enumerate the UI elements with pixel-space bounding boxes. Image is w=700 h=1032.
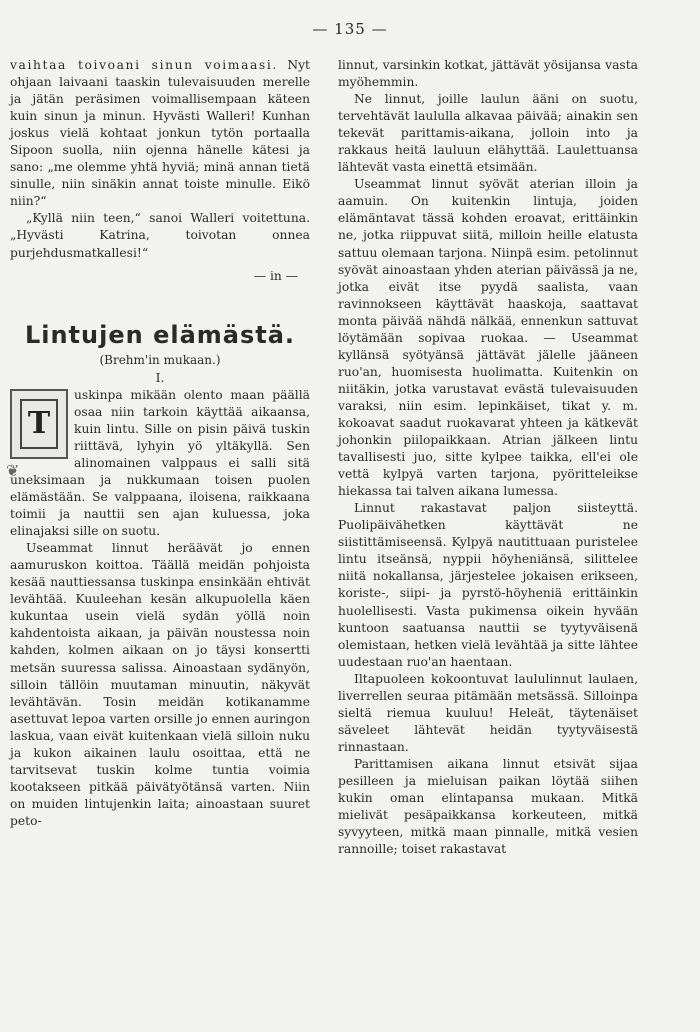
- first-paragraph: T ❦ uskinpa mikään olento maan päällä osaa niin tarkoin käyttää aikaansa, kuin lintu. Sille on pisin päivä tuskin riittävä, lyhyin yö yltäkyllä. Sen alinomainen valppaus ei salli sitä uneksimaan ja nukkumaan toisen puolen elämästään. Se valppaana, iloisena, raikkaana toimii ja nauttii sen ajan kuluessa, joka elinajaksi sille on suotu.: [6, 387, 310, 539]
- article-subtitle: (Brehm'in mukaan.): [99, 352, 221, 367]
- body-paragraph: Ne linnut, joille laulun ääni on suotu, tervehtävät laululla alkavaa päivää; ainakin sen tekevät parittamis-aikana, jolloin into ja rakkaus heitä lauluun elähyttää. Laulettuansa lähtevät vasta einettä etsimään.: [338, 92, 638, 175]
- story-ending-paragraph: vaihtaa toivoani sinun voimaasi. Nyt ohjaan laivaani taaskin tulevaisuuden merelle ja jätän peräsimen voimallisempaan käteen kuin sinun ja minun. Hyvästi Walleri! Kunhan joskus vielä kohtaat jonkun tytön portaalla Sipoon suolla, niin ojenna hänelle kätesi ja sano: „me olemme yhtä hyviä; minä annan tietä sinulle, niin sinäkin annat toiste minulle. Eikö niin?“: [10, 58, 310, 209]
- section-number: I.: [155, 370, 165, 385]
- drop-cap-letter: T: [20, 399, 58, 449]
- page-number: — 135 —: [312, 20, 388, 38]
- body-paragraph: linnut, varsinkin kotkat, jättävät yösijansa vasta myöhemmin.: [338, 58, 638, 90]
- ornament-flourish-icon: ❦: [6, 460, 20, 480]
- body-paragraph: Linnut rakastavat paljon siisteyttä. Puolipäivähetken käyttävät ne siistittämiseensä. Kylpyä nautittuaan puristelee lintu itseänsä, nyppii höyheniänsä, silittelee niitä nokallansa, järjestelee jokaisen erikseen, koriste-, siipi- ja pyrstö-höyheniä erittäinkin huolellisesti. Vasta pukimensa oikein hyvään kuntoon saatuansa nauttii se tyytyväisenä olemistaan, hetken vielä levähtää ja sitte lähtee uudestaan ruo'an haentaan.: [338, 501, 638, 669]
- article-title: Lintujen elämästä.: [24, 320, 296, 349]
- body-paragraph: Useammat linnut heräävät jo ennen aamuruskon koittoa. Täällä meidän pohjoista kesää nauttiessansa tuskinpa ensinkään ehtivät levähtää. Kuuleehan kesän alkupuolella käen kukuntaa usein vielä sydän yöllä noin kahdentoista aikaan, ja päivän noustessa noin kahden, kolmen aikaan on jo täysi konsertti metsän suuressa salissa. Ainoastaan sydänyön, silloin tällöin muutaman minuutin, näkyvät levähtävän. Tosin meidän kotikanamme asettuvat lepoa varten orsille jo ennen auringon laskua, vaan eivät kuitenkaan vielä silloin nuku ja kukon aikainen laulu osoittaa, että ne tarvitsevat tuskin kolme tuntia voimia kootakseen pitkää päivätyötänsä varten. Niin on muiden lintujenkin laita; ainoastaan suuret peto-: [10, 541, 310, 828]
- left-column: [6, 57, 310, 830]
- ornamental-initial: [6, 389, 68, 480]
- right-column: [338, 57, 638, 858]
- body-paragraph: Useammat linnut syövät aterian illoin ja aamuin. On kuitenkin lintuja, joiden elämäntavat tässä kohden eroavat, erittäinkin ne, jotka riippuvat siitä, milloin heille elatusta sattuu olemaan tarjona. Niinpä esim. petolinnut syövät ainoastaan yhden aterian päivässä ja ne, jotka eivät itse pyydä saalista, vaan ravinnokseen käyttävät haaskoja, saattavat monta päivää nähdä nälkää, ennenkun sattuvat löytämään sopivaa ruokaa. — Useammat kyllänsä syötyänsä jättävät jälelle jääneen ruo'an, huomisesta huolimatta. Kuitenkin on niitäkin, jotka varustavat evästä tulevaisuuden varaksi, niin esim. lepinkäiset, tikat y. m. kokoavat saadut ruokavarat yhteen ja kätkevät johonkin piilopaikkaan. Atrian jälkeen lintu tavallisesti juo, sitte kylpee taikka, ell'ei ole vettä kylpyä varten tarjona, pyöritteleikse hiekassa tai talven aikana lumessa.: [338, 177, 638, 499]
- author-signature: — in —: [253, 268, 298, 283]
- body-paragraph: Parittamisen aikana linnut etsivät sijaa pesilleen ja mieluisan paikan löytää siihen kukin oman elintapansa mukaan. Mitkä mielivät pesäpaikkansa korkeuteen, mitkä syvyyteen, mitkä maan pinnalle, mitkä vesien rannoille; toiset rakastavat: [338, 756, 638, 857]
- dialogue-paragraph: „Kyllä niin teen,“ sanoi Walleri voitettuna. „Hyvästi Katrina, toivotan onnea purjehdusmatkallesi!“: [10, 211, 310, 260]
- spaced-text: vaihtaa toivoani sinun voimaasi.: [10, 58, 278, 72]
- body-paragraph: Iltapuoleen kokoontuvat laululinnut laulaen, liverrellen seuraa pitämään metsässä. Silloinpa sieltä riemua kuuluu! Heleät, täytenäiset säveleet lähtevät heidän tyytyväisestä rinnastaan.: [338, 671, 638, 754]
